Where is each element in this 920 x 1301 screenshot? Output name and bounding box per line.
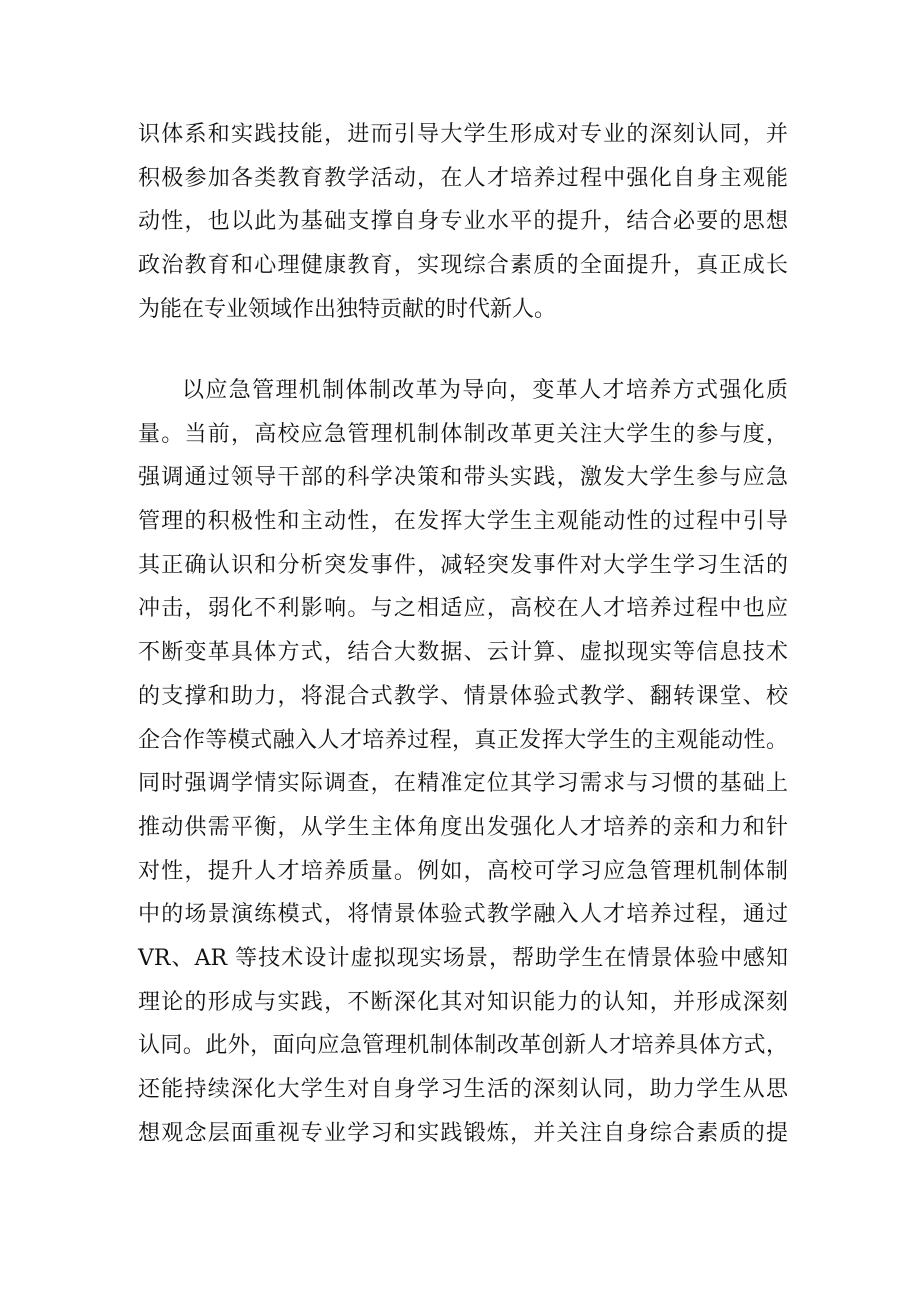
paragraph-line: 积极参加各类教育教学活动，在人才培养过程中强化自身主观能 xyxy=(138,165,788,191)
paragraph-line: 同时强调学情实际调查，在精准定位其学习需求与习惯的基础上 xyxy=(138,771,788,797)
paragraph-line: 企合作等模式融入人才培养过程，真正发挥大学生的主观能动性。 xyxy=(138,727,788,753)
paragraph-line: 以应急管理机制体制改革为导向，变革人才培养方式强化质 xyxy=(182,378,788,403)
paragraph-line: 想观念层面重视专业学习和实践锻炼，并关注自身综合素质的提 xyxy=(138,1120,788,1146)
paragraph-line: 还能持续深化大学生对自身学习生活的深刻认同，助力学生从思 xyxy=(138,1077,788,1102)
paragraph-line: 政治教育和心理健康教育，实现综合素质的全面提升，真正成长 xyxy=(138,253,788,279)
paragraph-line: 识体系和实践技能，进而引导大学生形成对专业的深刻认同，并 xyxy=(138,122,788,147)
paragraph-line: 推动供需平衡，从学生主体角度出发强化人才培养的亲和力和针 xyxy=(138,814,788,840)
paragraph-line: 量。当前，高校应急管理机制体制改革更关注大学生的参与度， xyxy=(138,421,788,447)
paragraph-line: 不断变革具体方式，结合大数据、云计算、虚拟现实等信息技术 xyxy=(138,640,788,666)
paragraph-line: 冲击，弱化不利影响。与之相适应，高校在人才培养过程中也应 xyxy=(138,596,788,622)
paragraph-line: 其正确认识和分析突发事件，减轻突发事件对大学生学习生活的 xyxy=(138,552,788,578)
paragraph-line: 强调通过领导干部的科学决策和带头实践，激发大学生参与应急 xyxy=(138,465,788,491)
paragraph-line: 认同。此外，面向应急管理机制体制改革创新人才培养具体方式， xyxy=(138,1033,788,1059)
paragraph-line: 管理的积极性和主动性，在发挥大学生主观能动性的过程中引导 xyxy=(138,509,788,535)
paragraph-line: 为能在专业领域作出独特贡献的时代新人。 xyxy=(138,296,557,322)
paragraph-1 xyxy=(138,113,788,331)
paragraph-line: 中的场景演练模式，将情景体验式教学融入人才培养过程，通过 xyxy=(138,902,788,928)
paragraph-line: 对性，提升人才培养质量。例如，高校可学习应急管理机制体制 xyxy=(138,858,788,884)
paragraph-line: 理论的形成与实践，不断深化其对知识能力的认知，并形成深刻 xyxy=(138,989,788,1015)
paragraph-line: 的支撑和助力，将混合式教学、情景体验式教学、翻转课堂、校 xyxy=(138,683,788,709)
paragraph-line: VR、AR 等技术设计虚拟现实场景，帮助学生在情景体验中感知 xyxy=(138,945,788,971)
paragraph-line: 动性，也以此为基础支撑自身专业水平的提升，结合必要的思想 xyxy=(138,209,788,235)
paragraph-2 xyxy=(138,369,788,1155)
